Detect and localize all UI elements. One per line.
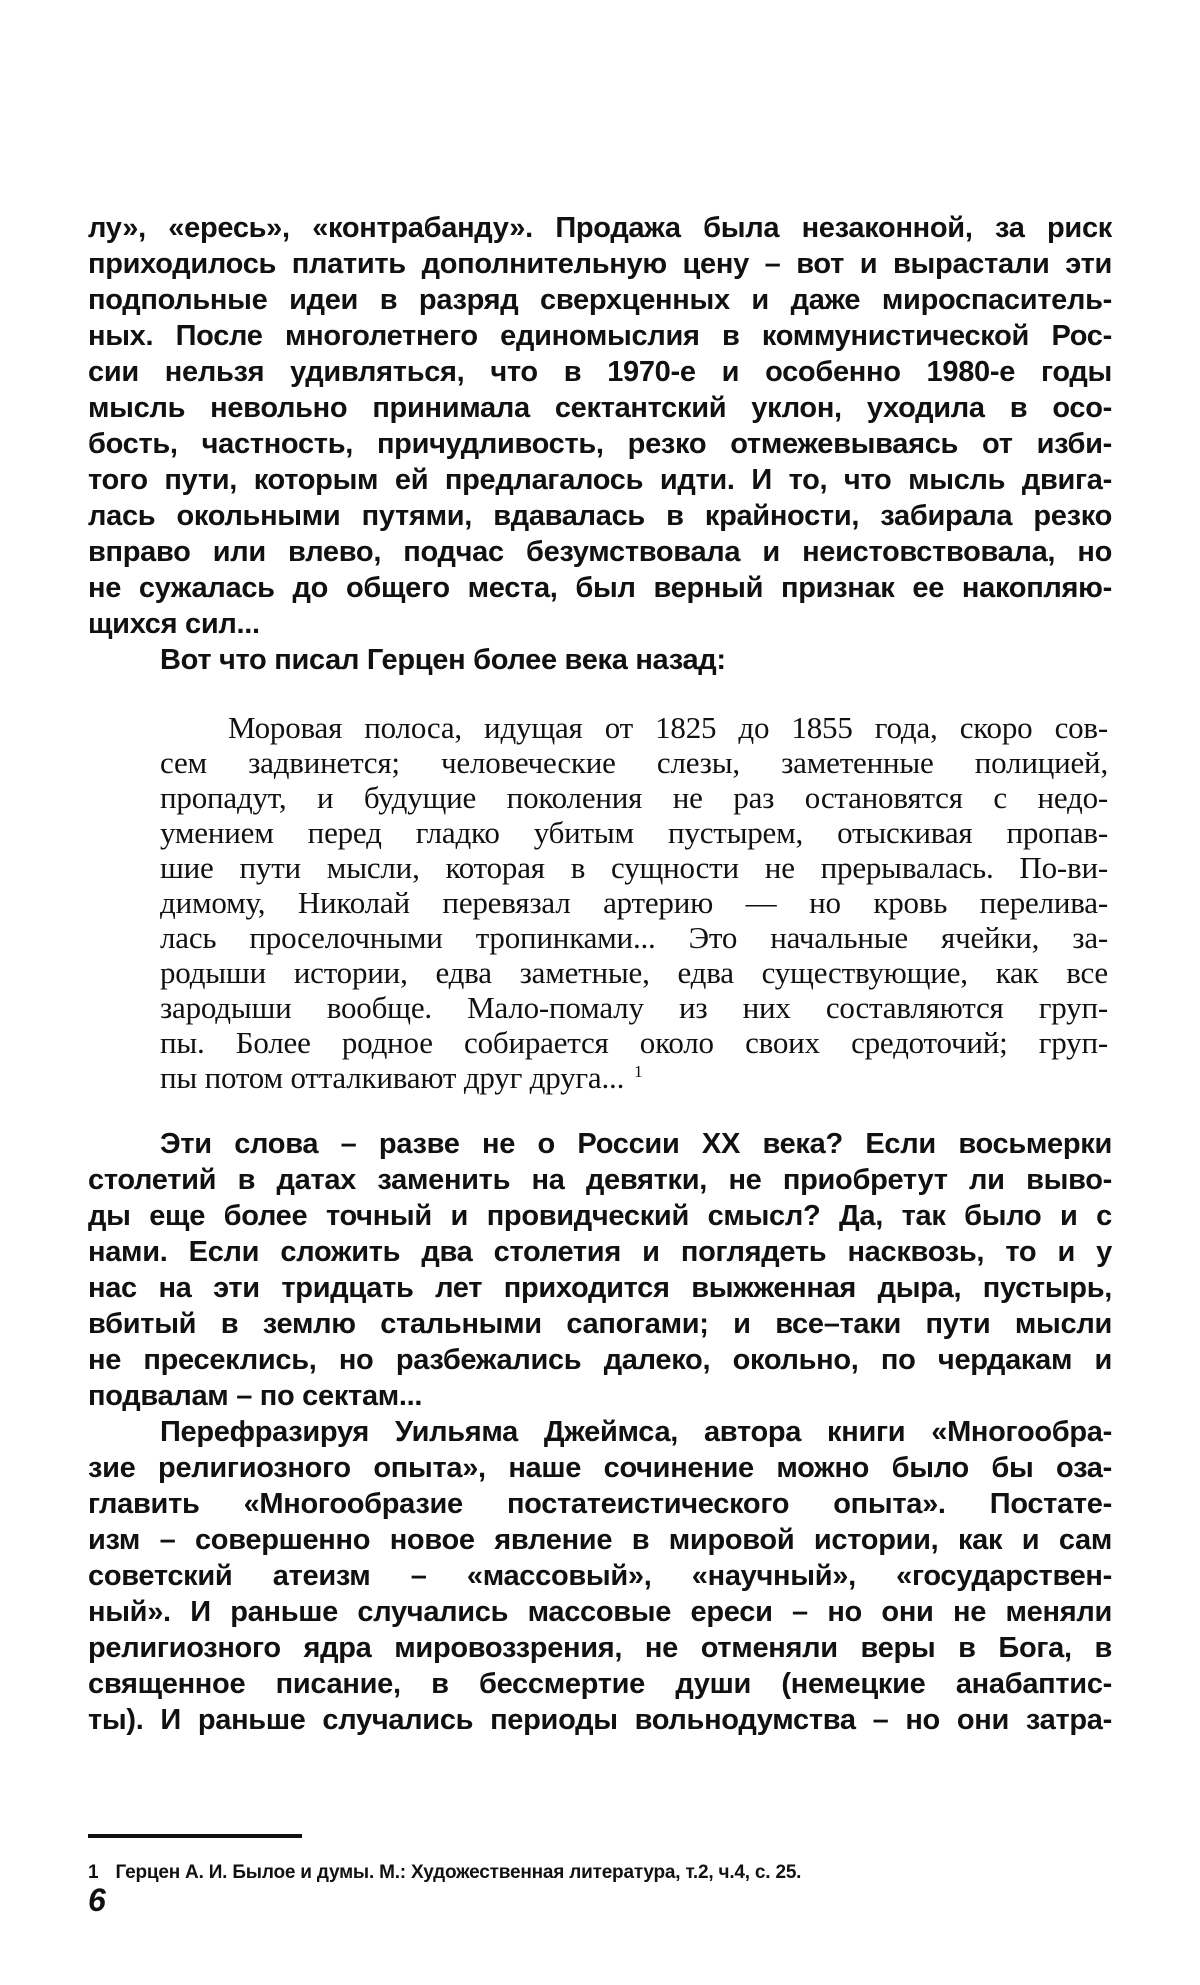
text-line: вбитый в землю стальными сапогами; и все–таки пути мысли <box>88 1308 1112 1340</box>
text-line: зие религиозного опыта», наше сочинение можно было бы оза- <box>88 1452 1112 1484</box>
quote-line-text: пы потом отталкивают друг друга... <box>160 1060 625 1095</box>
text-line: щихся сил... <box>88 608 260 640</box>
quote-line: родыши истории, едва заметные, едва существующие, как все <box>160 955 1108 990</box>
text-line: приходилось платить дополнительную цену – вот и вырастали эти <box>88 248 1112 280</box>
text-line: подпольные идеи в разряд сверхценных и даже мироспаситель- <box>88 284 1112 316</box>
text-line: ты). И раньше случались периоды вольнодумства – но они затра- <box>88 1704 1112 1736</box>
text-line: мысль невольно принимала сектантский уклон, уходила в осо- <box>88 392 1112 424</box>
quote-line: Моровая полоса, идущая от 1825 до 1855 года, скоро сов- <box>228 710 1108 745</box>
text-line: ных. После многолетнего единомыслия в коммунистической Рос- <box>88 320 1112 352</box>
text-line: лу», «ересь», «контрабанду». Продажа была незаконной, за риск <box>88 212 1112 244</box>
page-number: 6 <box>88 1882 106 1918</box>
text-line: советский атеизм – «массовый», «научный», «государствен- <box>88 1560 1112 1592</box>
text-line: ный». И раньше случались массовые ереси – но они не меняли <box>88 1596 1112 1628</box>
text-line: лась окольными путями, вдавалась в крайности, забирала резко <box>88 500 1112 532</box>
text-line: столетий в датах заменить на девятки, не приобретут ли выво- <box>88 1164 1112 1196</box>
footnote-rule <box>88 1834 302 1838</box>
quote-line: димому, Николай перевязал артерию — но кровь перелива- <box>160 885 1108 920</box>
text-line: главить «Многообразие постатеистического опыта». Постате- <box>88 1488 1112 1520</box>
footnote-number: 1 <box>88 1862 99 1883</box>
text-line: нас на эти тридцать лет приходится выжженная дыра, пустырь, <box>88 1272 1112 1304</box>
quote-line: зародыши вообще. Мало-помалу из них составляются груп- <box>160 990 1108 1025</box>
quote-line: шие пути мысли, которая в сущности не прерывалась. По-ви- <box>160 850 1108 885</box>
text-line: не сужалась до общего места, был верный признак ее накопляю- <box>88 572 1112 604</box>
text-line: бость, частность, причудливость, резко отмежевываясь от изби- <box>88 428 1112 460</box>
footnote-reference: 1 <box>634 1061 643 1081</box>
text-line: подвалам – по сектам... <box>88 1380 423 1412</box>
quote-line: умением перед гладко убитым пустырем, отыскивая пропав- <box>160 815 1108 850</box>
quote-line: лась проселочными тропинками... Это начальные ячейки, за- <box>160 920 1108 955</box>
quote-line: сем задвинется; человеческие слезы, заметенные полицией, <box>160 745 1108 780</box>
intro-line: Вот что писал Герцен более века назад: <box>160 644 726 676</box>
text-line: не пресеклись, но разбежались далеко, окольно, по чердакам и <box>88 1344 1112 1376</box>
text-line: религиозного ядра мировоззрения, не отменяли веры в Бога, в <box>88 1632 1112 1664</box>
quote-line: пропадут, и будущие поколения не раз остановятся с недо- <box>160 780 1108 815</box>
text-line: вправо или влево, подчас безумствовала и неистовствовала, но <box>88 536 1112 568</box>
footnote <box>88 1862 801 1884</box>
footnote-text: Герцен А. И. Былое и думы. М.: Художественная литература, т.2, ч.4, с. 25. <box>115 1862 802 1883</box>
text-line: Эти слова – разве не о России XX века? Если восьмерки <box>160 1128 1112 1160</box>
text-line: священное писание, в бессмертие души (немецкие анабаптис- <box>88 1668 1112 1700</box>
text-line: нами. Если сложить два столетия и поглядеть насквозь, то и у <box>88 1236 1112 1268</box>
text-line: ды еще более точный и провидческий смысл? Да, так было и с <box>88 1200 1112 1232</box>
quote-line <box>160 1060 642 1096</box>
quote-line: пы. Более родное собирается около своих средоточий; груп- <box>160 1025 1108 1060</box>
text-line: Перефразируя Уильяма Джеймса, автора книги «Многообра- <box>160 1416 1112 1448</box>
text-line: того пути, которым ей предлагалось идти. И то, что мысль двига- <box>88 464 1112 496</box>
text-line: сии нельзя удивляться, что в 1970-е и особенно 1980-е годы <box>88 356 1112 388</box>
text-line: изм – совершенно новое явление в мировой истории, как и сам <box>88 1524 1112 1556</box>
